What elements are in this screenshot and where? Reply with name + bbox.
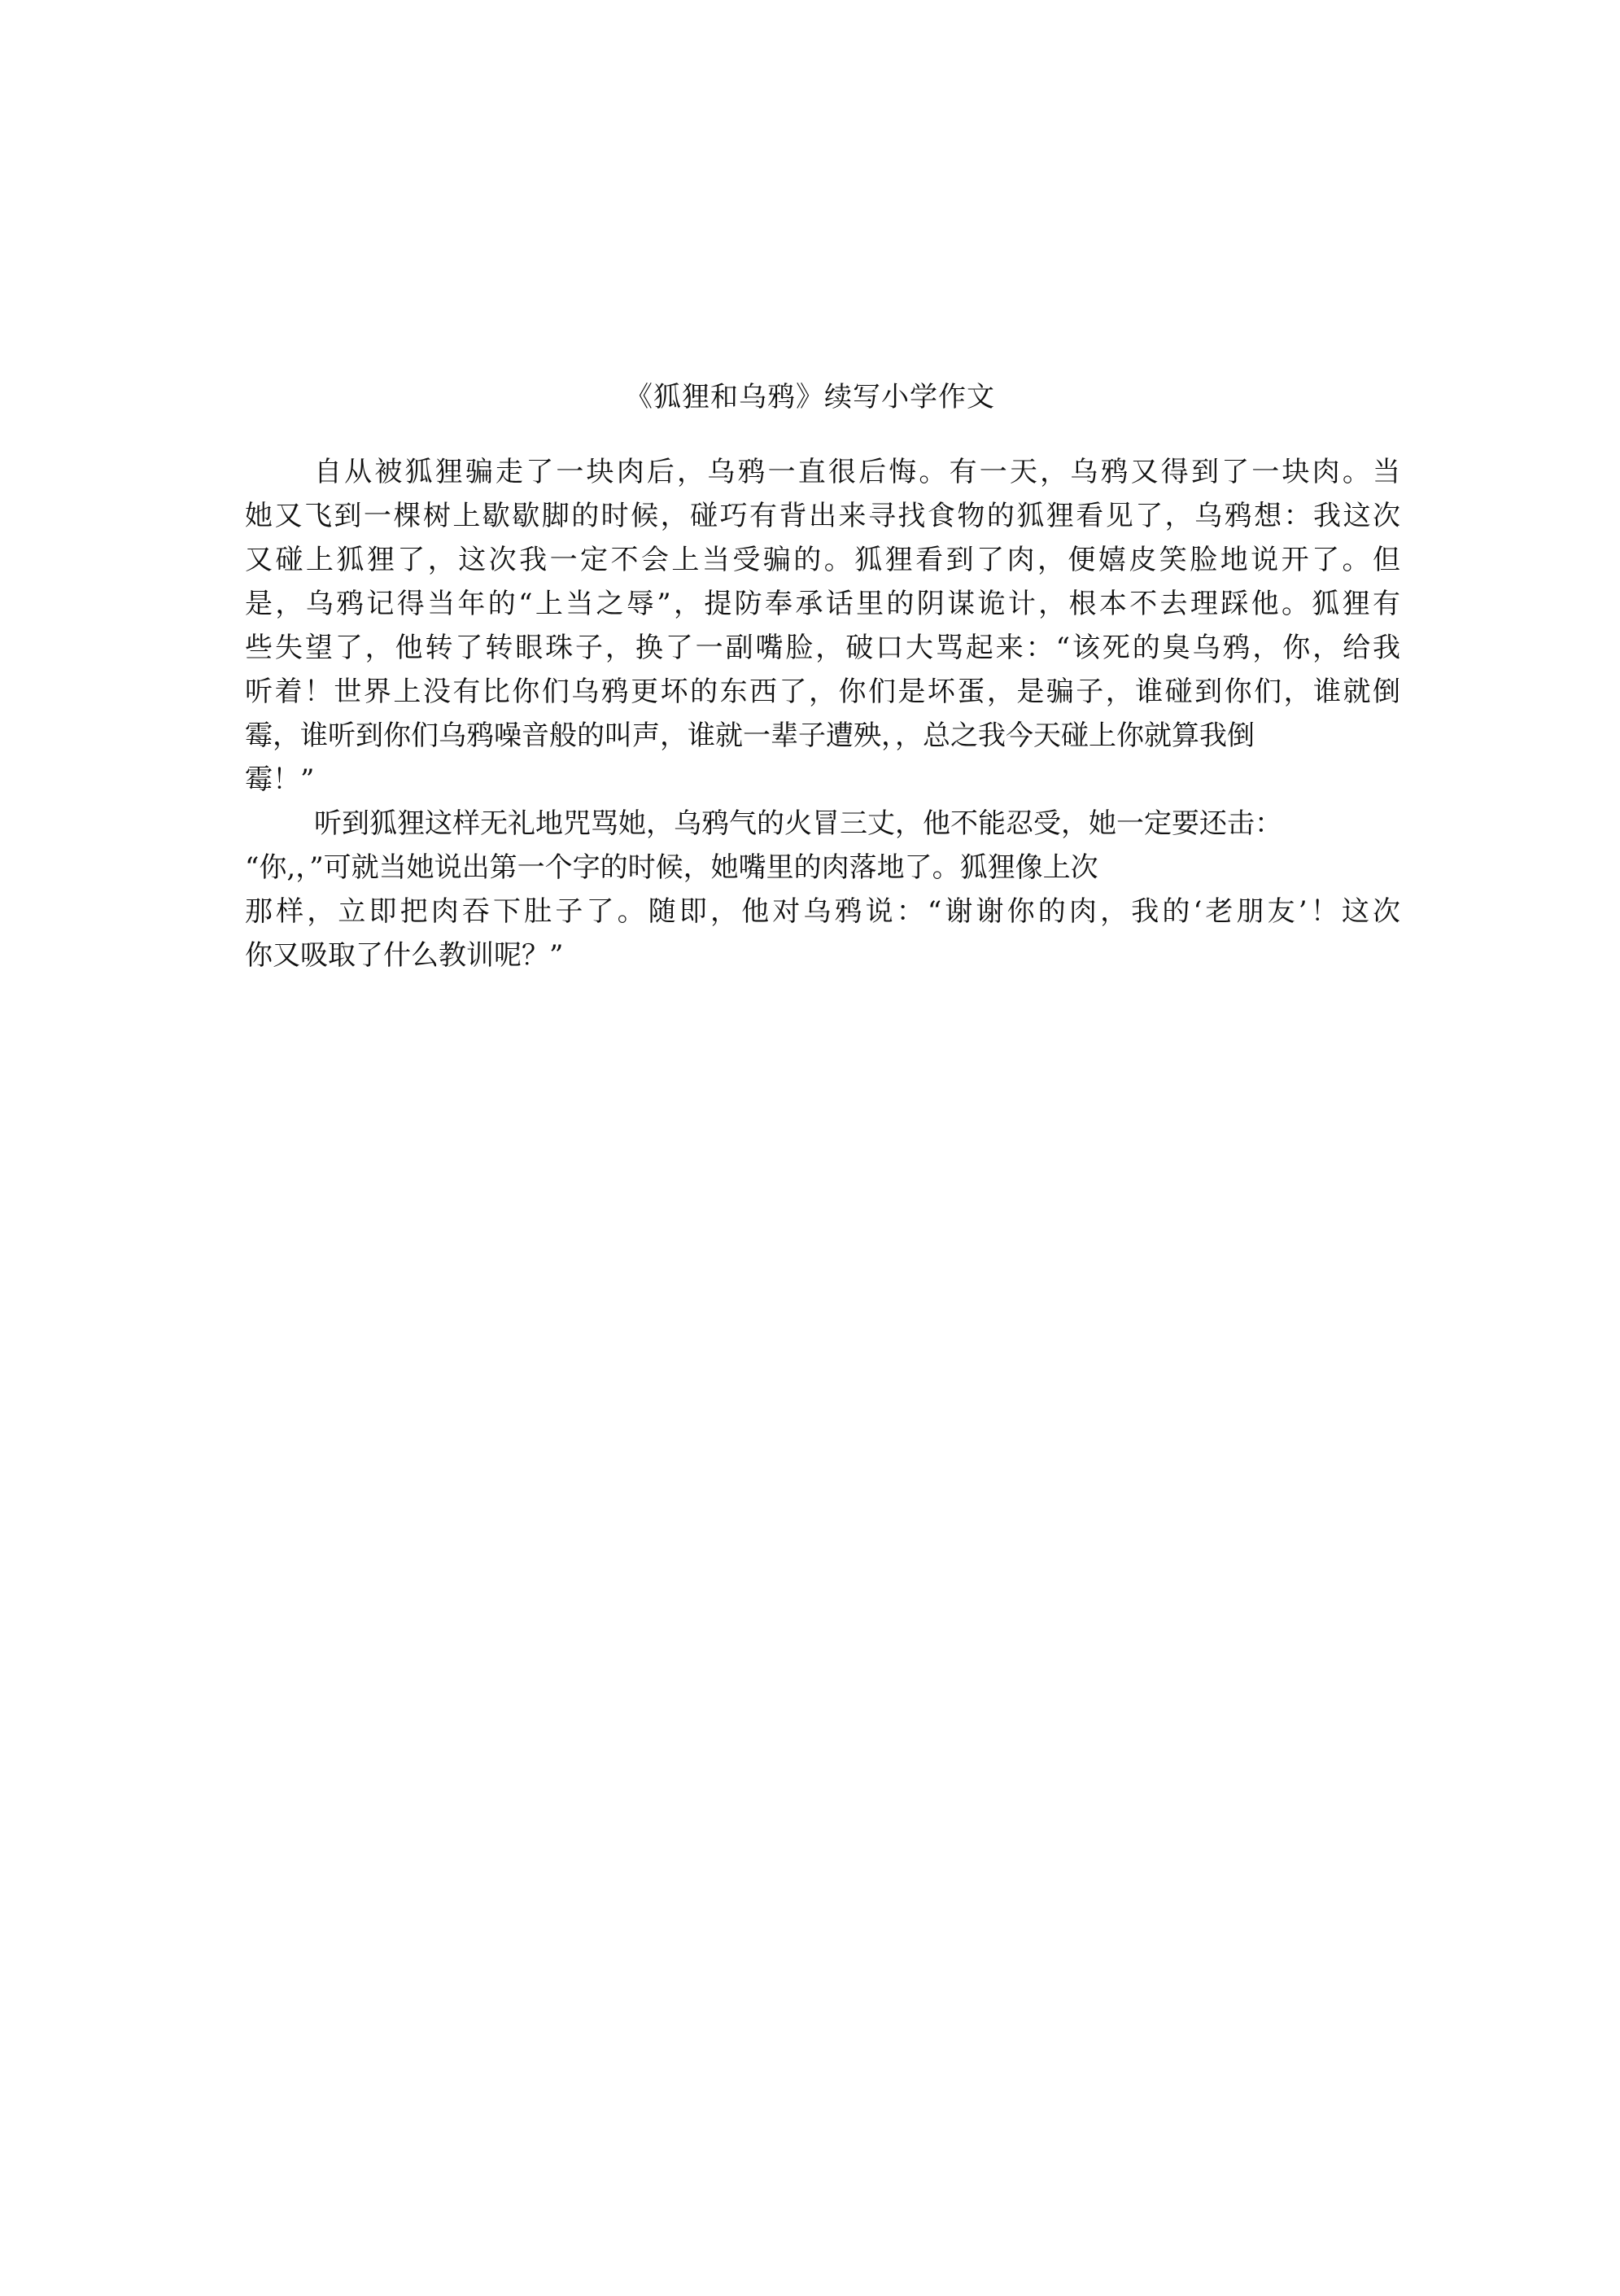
paragraph-line: 听到狐狸这样无礼地咒骂她，乌鸦气的火冒三丈，他不能忍受，她一定要还击：	[314, 807, 1282, 840]
paragraph-line: 自从被狐狸骗走了一块肉后，乌鸦一直很后悔。有一天，乌鸦又得到了一块肉。当	[314, 456, 1400, 488]
document-title: 《狐狸和乌鸦》续写小学作文	[625, 381, 995, 413]
document-body	[245, 450, 1400, 977]
paragraph-line: 些失望了，他转了转眼珠子，换了一副嘴脸，破口大骂起来：“该死的臭乌鸦，你，给我	[245, 632, 1400, 664]
paragraph-line: 霉！”	[245, 763, 315, 796]
paragraph-line: 她又飞到一棵树上歇歇脚的时候，碰巧有背出来寻找食物的狐狸看见了，乌鸦想：我这次	[245, 500, 1400, 532]
paragraph-line: 霉，谁听到你们乌鸦噪音般的叫声，谁就一辈子遭殃，，总之我今天碰上你就算我倒	[245, 719, 1255, 752]
paragraph-line: 那样，立即把肉吞下肚子了。随即，他对乌鸦说：“谢谢你的肉，我的‘老朋友’！这次	[245, 895, 1400, 928]
paragraph-line: 是，乌鸦记得当年的“上当之辱”，提防奉承话里的阴谋诡计，根本不去理踩他。狐狸有	[245, 588, 1400, 620]
paragraph-line: 你又吸取了什么教训呢？”	[245, 939, 564, 972]
paragraph-line: 又碰上狐狸了，这次我一定不会上当受骗的。狐狸看到了肉，便嬉皮笑脸地说开了。但	[245, 544, 1400, 576]
paragraph-line: 听着！世界上没有比你们乌鸦更坏的东西了，你们是坏蛋，是骗子，谁碰到你们，谁就倒	[245, 676, 1400, 708]
paragraph-line: “你,，”可就当她说出第一个字的时候，她嘴里的肉落地了。狐狸像上次	[245, 851, 1098, 884]
